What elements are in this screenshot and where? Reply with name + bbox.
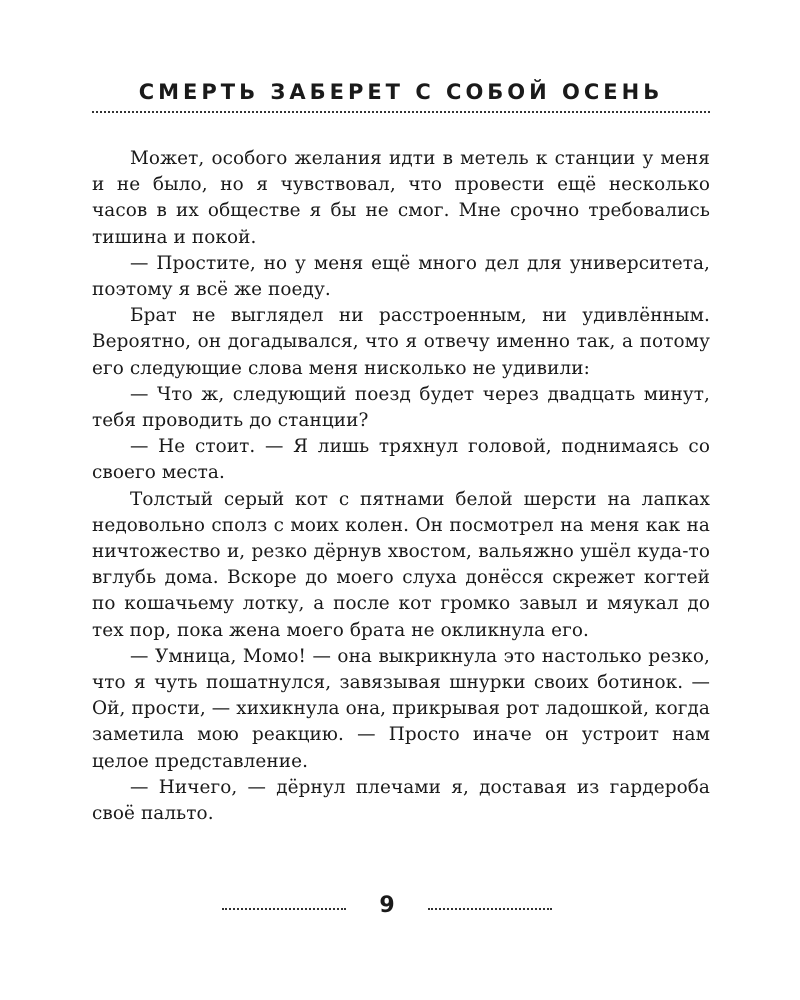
paragraph: — Ничего, — дёрнул плечами я, доставая из гардероба своё пальто. bbox=[92, 776, 710, 825]
paragraph: Брат не выглядел ни расстроенным, ни удивлённым. Вероятно, он догадывался, что я отвечу именно так, а потому его следующие слова меня нисколько не удивили: bbox=[92, 305, 710, 379]
paragraph: — Умница, Момо! — она выкрикнула это настолько резко, что я чуть пошатнулся, завязывая шнурки своих ботинок. — Ой, прости, — хихикнула она, прикрывая рот ладошкой, когда заметила мою реакцию. — Просто иначе он устроит нам целое представление. bbox=[92, 645, 710, 772]
paragraph: — Что ж, следующий поезд будет через двадцать минут, тебя проводить до станции? bbox=[92, 383, 710, 432]
page-footer bbox=[0, 893, 800, 923]
header-dotted-rule bbox=[92, 111, 710, 113]
paragraph: — Простите, но у меня ещё много дел для университета, поэтому я всё же поеду. bbox=[92, 252, 710, 301]
running-title: СМЕРТЬ ЗАБЕРЕТ С СОБОЙ ОСЕНЬ bbox=[138, 80, 664, 104]
page-number: 9 bbox=[379, 893, 395, 918]
paragraph: Толстый серый кот с пятнами белой шерсти на лапках недовольно сполз с моих колен. Он посмотрел на меня как на ничтожество и, резко дёрнув хвостом, вальяжно ушёл куда-то вглубь дома. Вскоре до моего слуха донёсся скрежет когтей по кошачьему лотку, а после кот громко завыл и мяукал до тех пор, пока жена моего брата не окликнула его. bbox=[92, 488, 710, 641]
footer-dotted-rule-right bbox=[428, 908, 552, 910]
paragraph: — Не стоит. — Я лишь тряхнул головой, поднимаясь со своего места. bbox=[92, 436, 710, 484]
paragraph: Может, особого желания идти в метель к станции у меня и не было, но я чувствовал, что провести ещё несколько часов в их обществе я бы не смог. Мне срочно требовались тишина и покой. bbox=[92, 148, 710, 248]
page-body-text bbox=[92, 146, 710, 827]
footer-dotted-rule-left bbox=[222, 908, 346, 910]
